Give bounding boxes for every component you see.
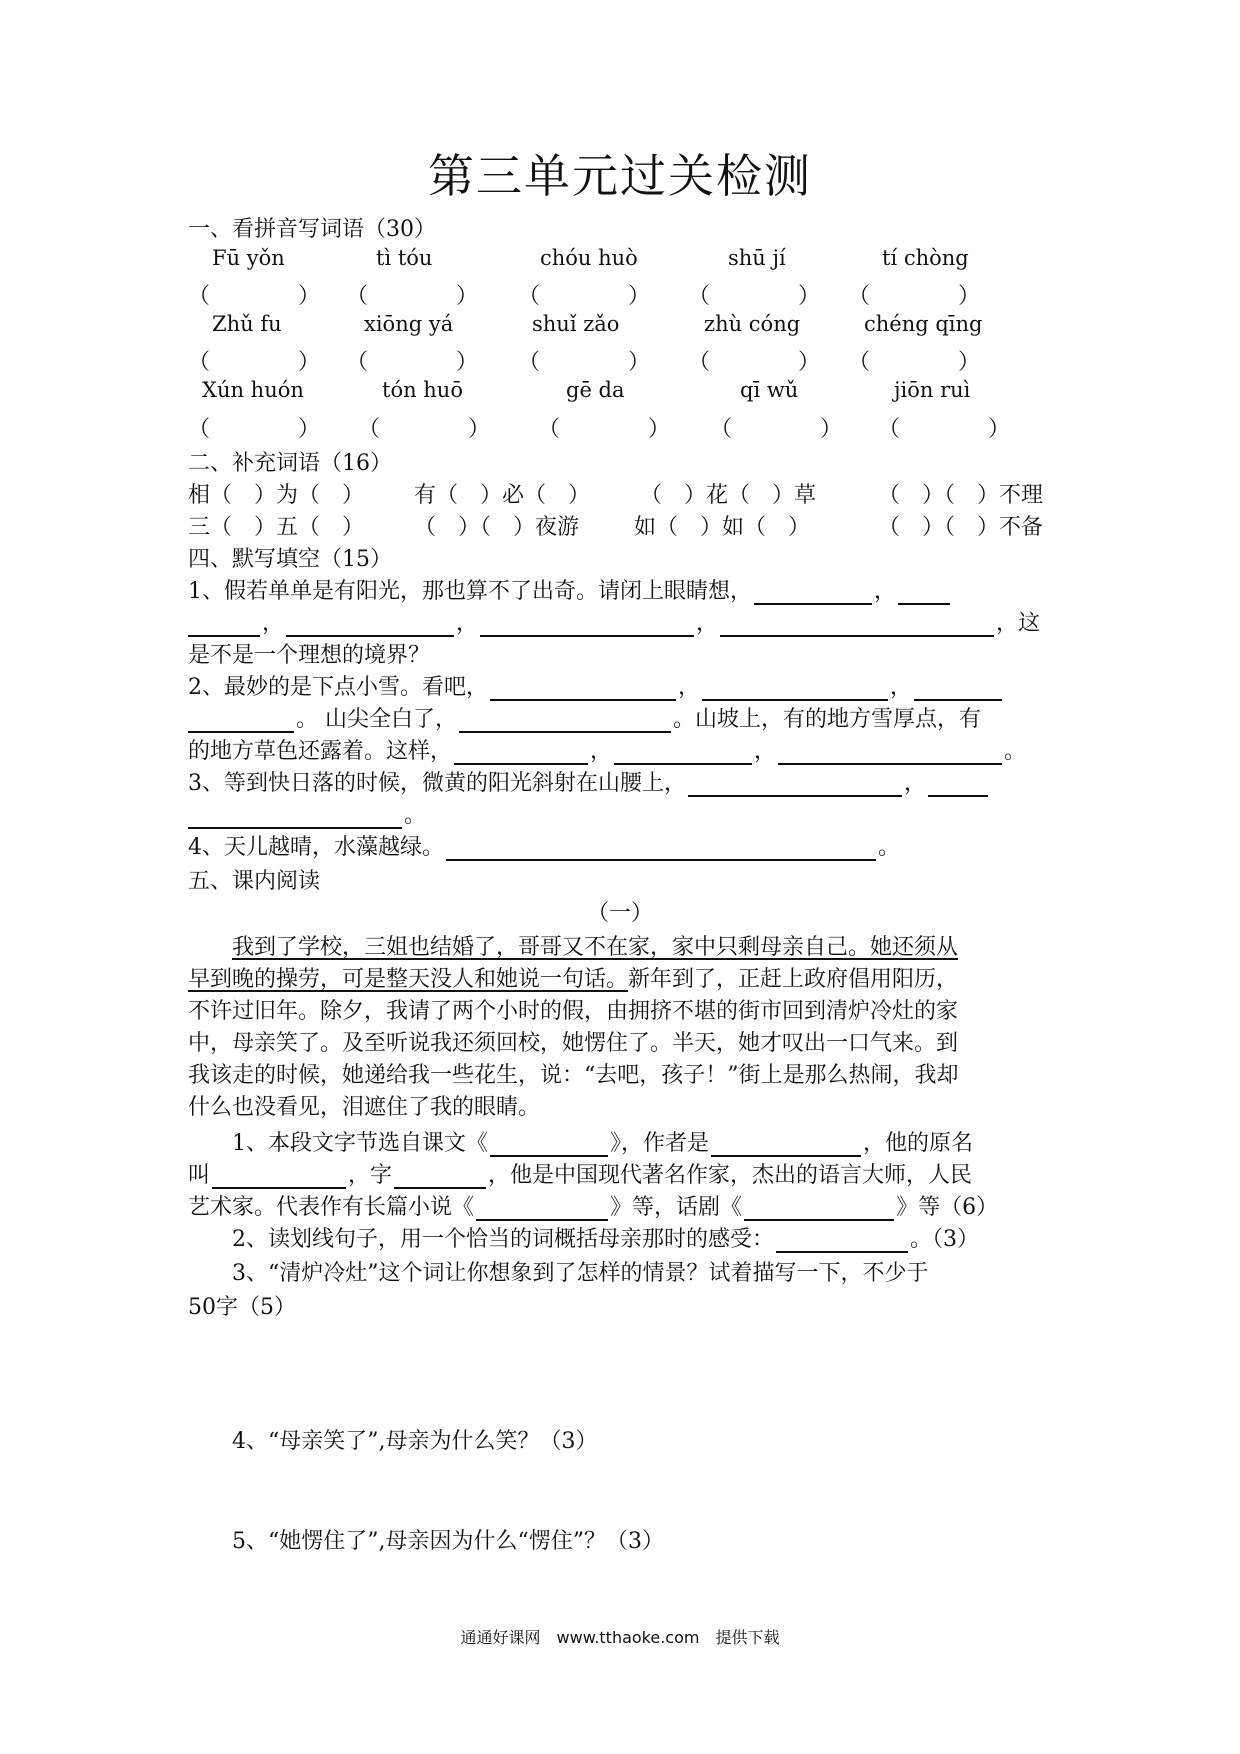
idiom-item[interactable]: （ ）（ ）不理 [878, 483, 1044, 508]
question-text: ，他是中国现代著名作家，杰出的语言大师，人民 [488, 1163, 973, 1188]
question-text: 艺术家。代表作有长篇小说 [188, 1195, 453, 1220]
reading-part-label: （一） [586, 901, 653, 926]
blank-line[interactable] [614, 737, 752, 765]
dictation-text: 的地方草色还露着。这样， [188, 739, 453, 764]
idiom-item[interactable]: （ ）（ ）夜游 [414, 515, 580, 540]
question-text: 。（3） [910, 1227, 979, 1252]
passage-text: 新年到了，正赶上政府倡用阳历， [628, 967, 959, 992]
answer-parens[interactable]: （ ） [878, 417, 1011, 442]
answer-parens[interactable]: （ ） [848, 284, 981, 309]
footer-credit: 通通好课网 www.tthaoke.com 提供下载 [460, 1628, 780, 1647]
blank-line[interactable] [720, 609, 994, 637]
section-reading-heading: 五、课内阅读 [188, 869, 321, 894]
blank-line[interactable] [188, 609, 260, 637]
pinyin-item: Xún huón [202, 378, 304, 402]
answer-row-3 [188, 412, 1058, 442]
dictation-q1-line1 [188, 574, 1058, 605]
dictation-q2-line2 [188, 702, 1058, 733]
pinyin-row-1 [188, 246, 1058, 276]
question-text: ，字 [348, 1163, 393, 1188]
pinyin-item: zhù cóng [704, 312, 801, 336]
blank-line[interactable] [188, 801, 402, 829]
pinyin-item: chéng qīng [864, 312, 983, 336]
idiom-row-2 [188, 510, 1058, 542]
blank-line[interactable] [702, 673, 888, 701]
blank-line[interactable] [490, 673, 676, 701]
punct: ， [874, 579, 897, 604]
reading-q3-line2: 50字（5） [188, 1295, 296, 1320]
answer-parens[interactable]: （ ） [518, 350, 651, 375]
blank-line[interactable] [459, 705, 671, 733]
dictation-text: ，这 [996, 611, 1041, 636]
punct: ， [456, 611, 479, 636]
answer-parens[interactable]: （ ） [688, 284, 821, 309]
dictation-text: 。山坡上，有的地方雪厚点，有 [673, 707, 982, 732]
idiom-item[interactable]: （ ）（ ）不备 [878, 515, 1044, 540]
punct: ， [696, 611, 719, 636]
dictation-text: 2、最妙的是下点小雪。看吧， [188, 675, 488, 700]
answer-parens[interactable]: （ ） [188, 350, 321, 375]
pinyin-item: jiōn ruì [894, 378, 971, 402]
blank-line[interactable] [490, 1129, 608, 1157]
question-text: 4、“母亲笑了”,母亲为什么笑？（3） [232, 1429, 598, 1454]
blank-line[interactable] [776, 1225, 908, 1253]
blank-line[interactable] [928, 769, 988, 797]
idiom-item[interactable]: 相（ ）为（ ） [188, 483, 365, 508]
reading-q1-line2 [188, 1158, 1058, 1189]
pinyin-item: gē da [566, 378, 625, 402]
passage-line: 我该走的时候，她递给我一些花生，说：“去吧，孩子！”街上是那么热闹，我却 [188, 1063, 959, 1088]
question-text: 2、读划线句子，用一个恰当的词概括母亲那时的感受： [232, 1227, 774, 1252]
answer-parens[interactable]: （ ） [688, 350, 821, 375]
underlined-sentence: 我到了学校，三姐也结婚了，哥哥又不在家，家中只剩母亲自己。她还须从 [232, 935, 959, 960]
blank-line[interactable] [914, 673, 1002, 701]
answer-parens[interactable]: （ ） [346, 350, 479, 375]
dictation-q4-line [188, 830, 1058, 861]
pinyin-item: shū jí [728, 246, 786, 270]
blank-line[interactable] [286, 609, 454, 637]
reading-q4-line [188, 1424, 1058, 1455]
underlined-sentence: 早到晚的操劳，可是整天没人和她说一句话。 [188, 967, 629, 992]
pinyin-item: qī wǔ [740, 378, 799, 402]
reading-q3-line1 [188, 1256, 1058, 1287]
pinyin-item: tí chòng [882, 246, 969, 270]
question-text: 叫 [188, 1163, 211, 1188]
dictation-text: 3、等到快日落的时候，微黄的阳光斜射在山腰上， [188, 771, 686, 796]
dictation-q1-line2 [188, 606, 1058, 637]
punct: 》 [610, 1131, 622, 1156]
dictation-text: 4、天儿越晴，水藻越绿。 [188, 835, 444, 860]
question-text: 等（6） [918, 1195, 999, 1220]
question-text: ，作者是 [621, 1131, 710, 1156]
punct: 《 [720, 1195, 743, 1220]
answer-parens[interactable]: （ ） [518, 284, 651, 309]
reading-q1-line3 [188, 1190, 1058, 1221]
answer-parens[interactable]: （ ） [188, 284, 321, 309]
punct: 》 [896, 1195, 919, 1220]
punct: ， [890, 675, 913, 700]
answer-row-1 [188, 279, 1058, 309]
passage-line: 不许过旧年。除夕，我请了两个小时的假，由拥挤不堪的街市回到清炉冷灶的家 [188, 999, 959, 1024]
idiom-item[interactable]: （ ）花（ ）草 [640, 483, 817, 508]
pinyin-row-2 [188, 312, 1058, 342]
punct: 。 [1004, 739, 1027, 764]
pinyin-item: tì tóu [376, 246, 433, 270]
dictation-q3-line2 [188, 798, 1058, 829]
pinyin-item: Fū yǒn [212, 246, 285, 270]
idiom-item[interactable]: 如（ ）如（ ） [634, 515, 811, 540]
blank-line[interactable] [212, 1161, 346, 1189]
idiom-row-1 [188, 478, 1058, 510]
pinyin-item: Zhǔ fu [212, 312, 282, 336]
blank-line[interactable] [744, 1193, 894, 1221]
answer-parens[interactable]: （ ） [848, 350, 981, 375]
punct: 》 [610, 1195, 633, 1220]
punct: 。 [878, 835, 901, 860]
answer-parens[interactable]: （ ） [538, 417, 671, 442]
question-text: 1、本段文字节选自课文 [232, 1131, 466, 1156]
blank-line[interactable] [394, 1161, 486, 1189]
dictation-q3-line1 [188, 766, 1058, 797]
idiom-item[interactable]: 有（ ）必（ ） [414, 483, 591, 508]
section-pinyin-heading: 一、看拼音写词语（30） [188, 217, 436, 242]
pinyin-item: chóu huò [540, 246, 638, 270]
pinyin-item: shuǐ zǎo [532, 312, 620, 336]
blank-line[interactable] [754, 577, 872, 605]
dictation-text: 。 山尖全白了， [296, 707, 457, 732]
punct: 。 [404, 803, 427, 828]
blank-line[interactable] [688, 769, 902, 797]
answer-parens[interactable]: （ ） [358, 417, 491, 442]
page-title: 第三单元过关检测 [428, 149, 812, 203]
punct: ， [590, 739, 613, 764]
punct: ， [262, 611, 285, 636]
pinyin-item: tón huō [382, 378, 463, 402]
blank-line[interactable] [480, 609, 694, 637]
answer-row-2 [188, 345, 1058, 375]
idiom-item[interactable]: 三（ ）五（ ） [188, 515, 365, 540]
blank-line[interactable] [898, 577, 950, 605]
punct: ， [678, 675, 701, 700]
passage-line: 什么也没看见，泪遮住了我的眼睛。 [188, 1095, 541, 1120]
punct: ， [904, 771, 927, 796]
section-dictation-heading: 四、默写填空（15） [188, 547, 392, 572]
passage-line [188, 962, 1058, 993]
blank-line[interactable] [188, 705, 294, 733]
reading-q5-line [188, 1524, 1058, 1555]
answer-parens[interactable]: （ ） [710, 417, 843, 442]
question-text: 5、“她愣住了”,母亲因为什么“愣住”？（3） [232, 1529, 664, 1554]
reading-q2-line [188, 1222, 1058, 1253]
blank-line[interactable] [711, 1129, 861, 1157]
blank-line[interactable] [778, 737, 1002, 765]
pinyin-row-3 [188, 378, 1058, 408]
blank-line[interactable] [454, 737, 588, 765]
passage-line [188, 930, 1058, 961]
blank-line[interactable] [446, 833, 876, 861]
blank-line[interactable] [476, 1193, 608, 1221]
question-text: ，他的原名 [863, 1131, 974, 1156]
question-text: 3、“清炉冷灶”这个词让你想象到了怎样的情景？试着描写一下，不少于 [232, 1261, 929, 1286]
answer-parens[interactable]: （ ） [346, 284, 479, 309]
passage-line: 中，母亲笑了。及至听说我还须回校，她愣住了。半天，她才叹出一口气来。到 [188, 1031, 959, 1056]
answer-parens[interactable]: （ ） [188, 417, 321, 442]
dictation-q2-line3 [188, 734, 1058, 765]
dictation-q2-line1 [188, 670, 1058, 701]
question-text: 等，话剧 [632, 1195, 721, 1220]
dictation-q1-line3: 是不是一个理想的境界？ [188, 643, 431, 668]
dictation-text: 1、假若单单是有阳光，那也算不了出奇。请闭上眼睛想， [188, 579, 752, 604]
reading-q1-line1 [188, 1126, 1058, 1157]
punct: 《 [452, 1195, 475, 1220]
pinyin-item: xiōng yá [364, 312, 454, 336]
punct: ， [754, 739, 777, 764]
punct: 《 [466, 1131, 489, 1156]
section-idioms-heading: 二、补充词语（16） [188, 451, 392, 476]
